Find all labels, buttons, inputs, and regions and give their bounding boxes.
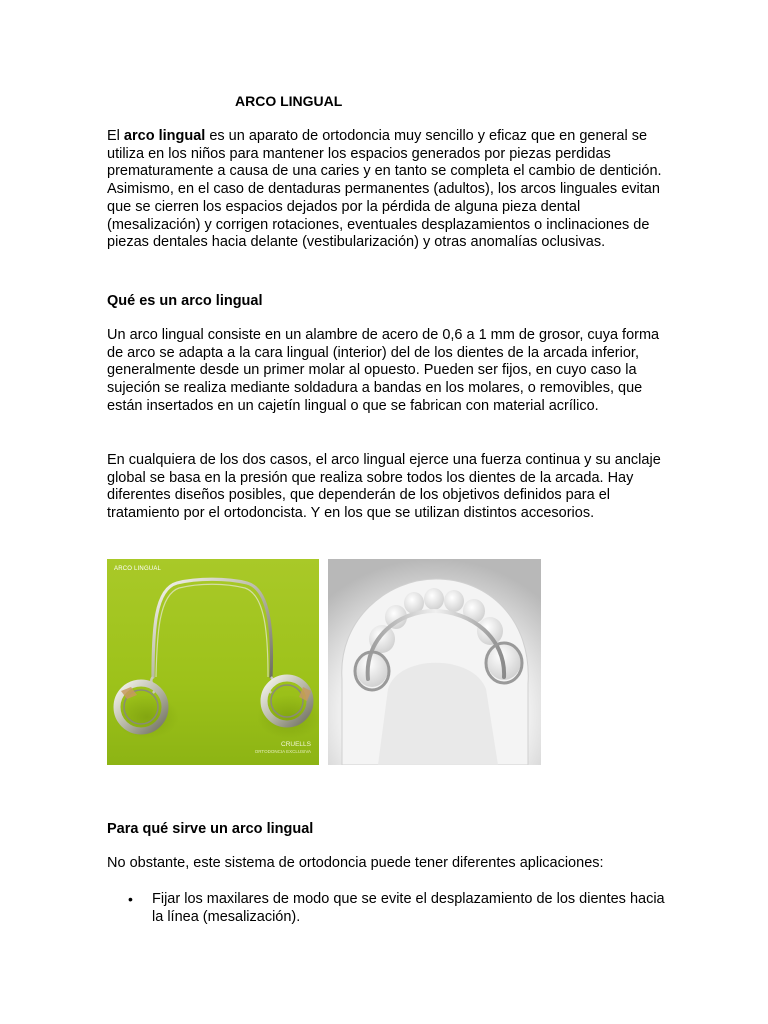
- document-title: ARCO LINGUAL: [235, 93, 343, 109]
- bullet-dot-icon: •: [128, 891, 133, 907]
- intro-prefix: El: [107, 128, 124, 144]
- intro-text: es un aparato de ortodoncia muy sencillo y eficaz que en general se utiliza en los niños para mantener los espacios generados por piezas perdidas prematuramente a causa de una caries y en tanto se completa el cambio de dentición. Asimismo, en el caso de dentaduras permanentes (adultos), los arcos linguales evitan que se cierren los espacios dejados por la pérdida de alguna pieza dental (mesalización) y corrigen rotaciones, eventuales desplazamientos o inclinaciones de piezas dentales hacia delante (vestibularización) y otras anomalías oclusivas.: [107, 128, 662, 251]
- section2-paragraph: No obstante, este sistema de ortodoncia puede tener diferentes aplicaciones:: [107, 855, 604, 871]
- photo-brand-name: CRUELLS: [281, 741, 311, 748]
- photo-brand: [255, 741, 311, 755]
- photo-brand-subtitle: ORTODONCIA EXCLUSIVA: [254, 749, 311, 754]
- section1-paragraph-2: En cualquiera de los dos casos, el arco lingual ejerce una fuerza continua y su anclaje global se basa en la presión que realiza sobre todos los dientes de la arcada. Hay diferentes diseños posibles, que dependerán de los objetivos definidos para el tratamiento por el ortodoncista. Y en los que se utilizan distintos accesorios.: [107, 452, 661, 522]
- photo-caption-label: ARCO LINGUAL: [114, 566, 162, 572]
- lingual-arch-photo: [107, 559, 319, 765]
- applications-list: [107, 891, 667, 926]
- section-heading-que-es: Qué es un arco lingual: [107, 293, 263, 309]
- section1-paragraph-1: Un arco lingual consiste en un alambre de acero de 0,6 a 1 mm de grosor, cuya forma de arco se adapta a la cara lingual (interior) del de los dientes de la arcada inferior, generalmente desde un primer molar al opuesto. Pueden ser fijos, en cuyo caso la sujeción se realiza mediante soldadura a bandas en los molares, o removibles, que están insertados en un cajetín lingual o que se fabrican con material acrílico.: [107, 327, 660, 414]
- intro-paragraph: [107, 128, 667, 252]
- list-item-text: Fijar los maxilares de modo que se evite el desplazamiento de los dientes hacia la línea (mesalización).: [152, 891, 665, 925]
- section-heading-para-que-sirve: Para qué sirve un arco lingual: [107, 821, 314, 837]
- dental-model-illustration: [328, 559, 541, 765]
- list-item: [107, 891, 667, 926]
- dental-model-photo: [328, 559, 541, 765]
- lingual-arch-wire-illustration: [107, 559, 319, 765]
- intro-bold-term: arco lingual: [123, 128, 206, 144]
